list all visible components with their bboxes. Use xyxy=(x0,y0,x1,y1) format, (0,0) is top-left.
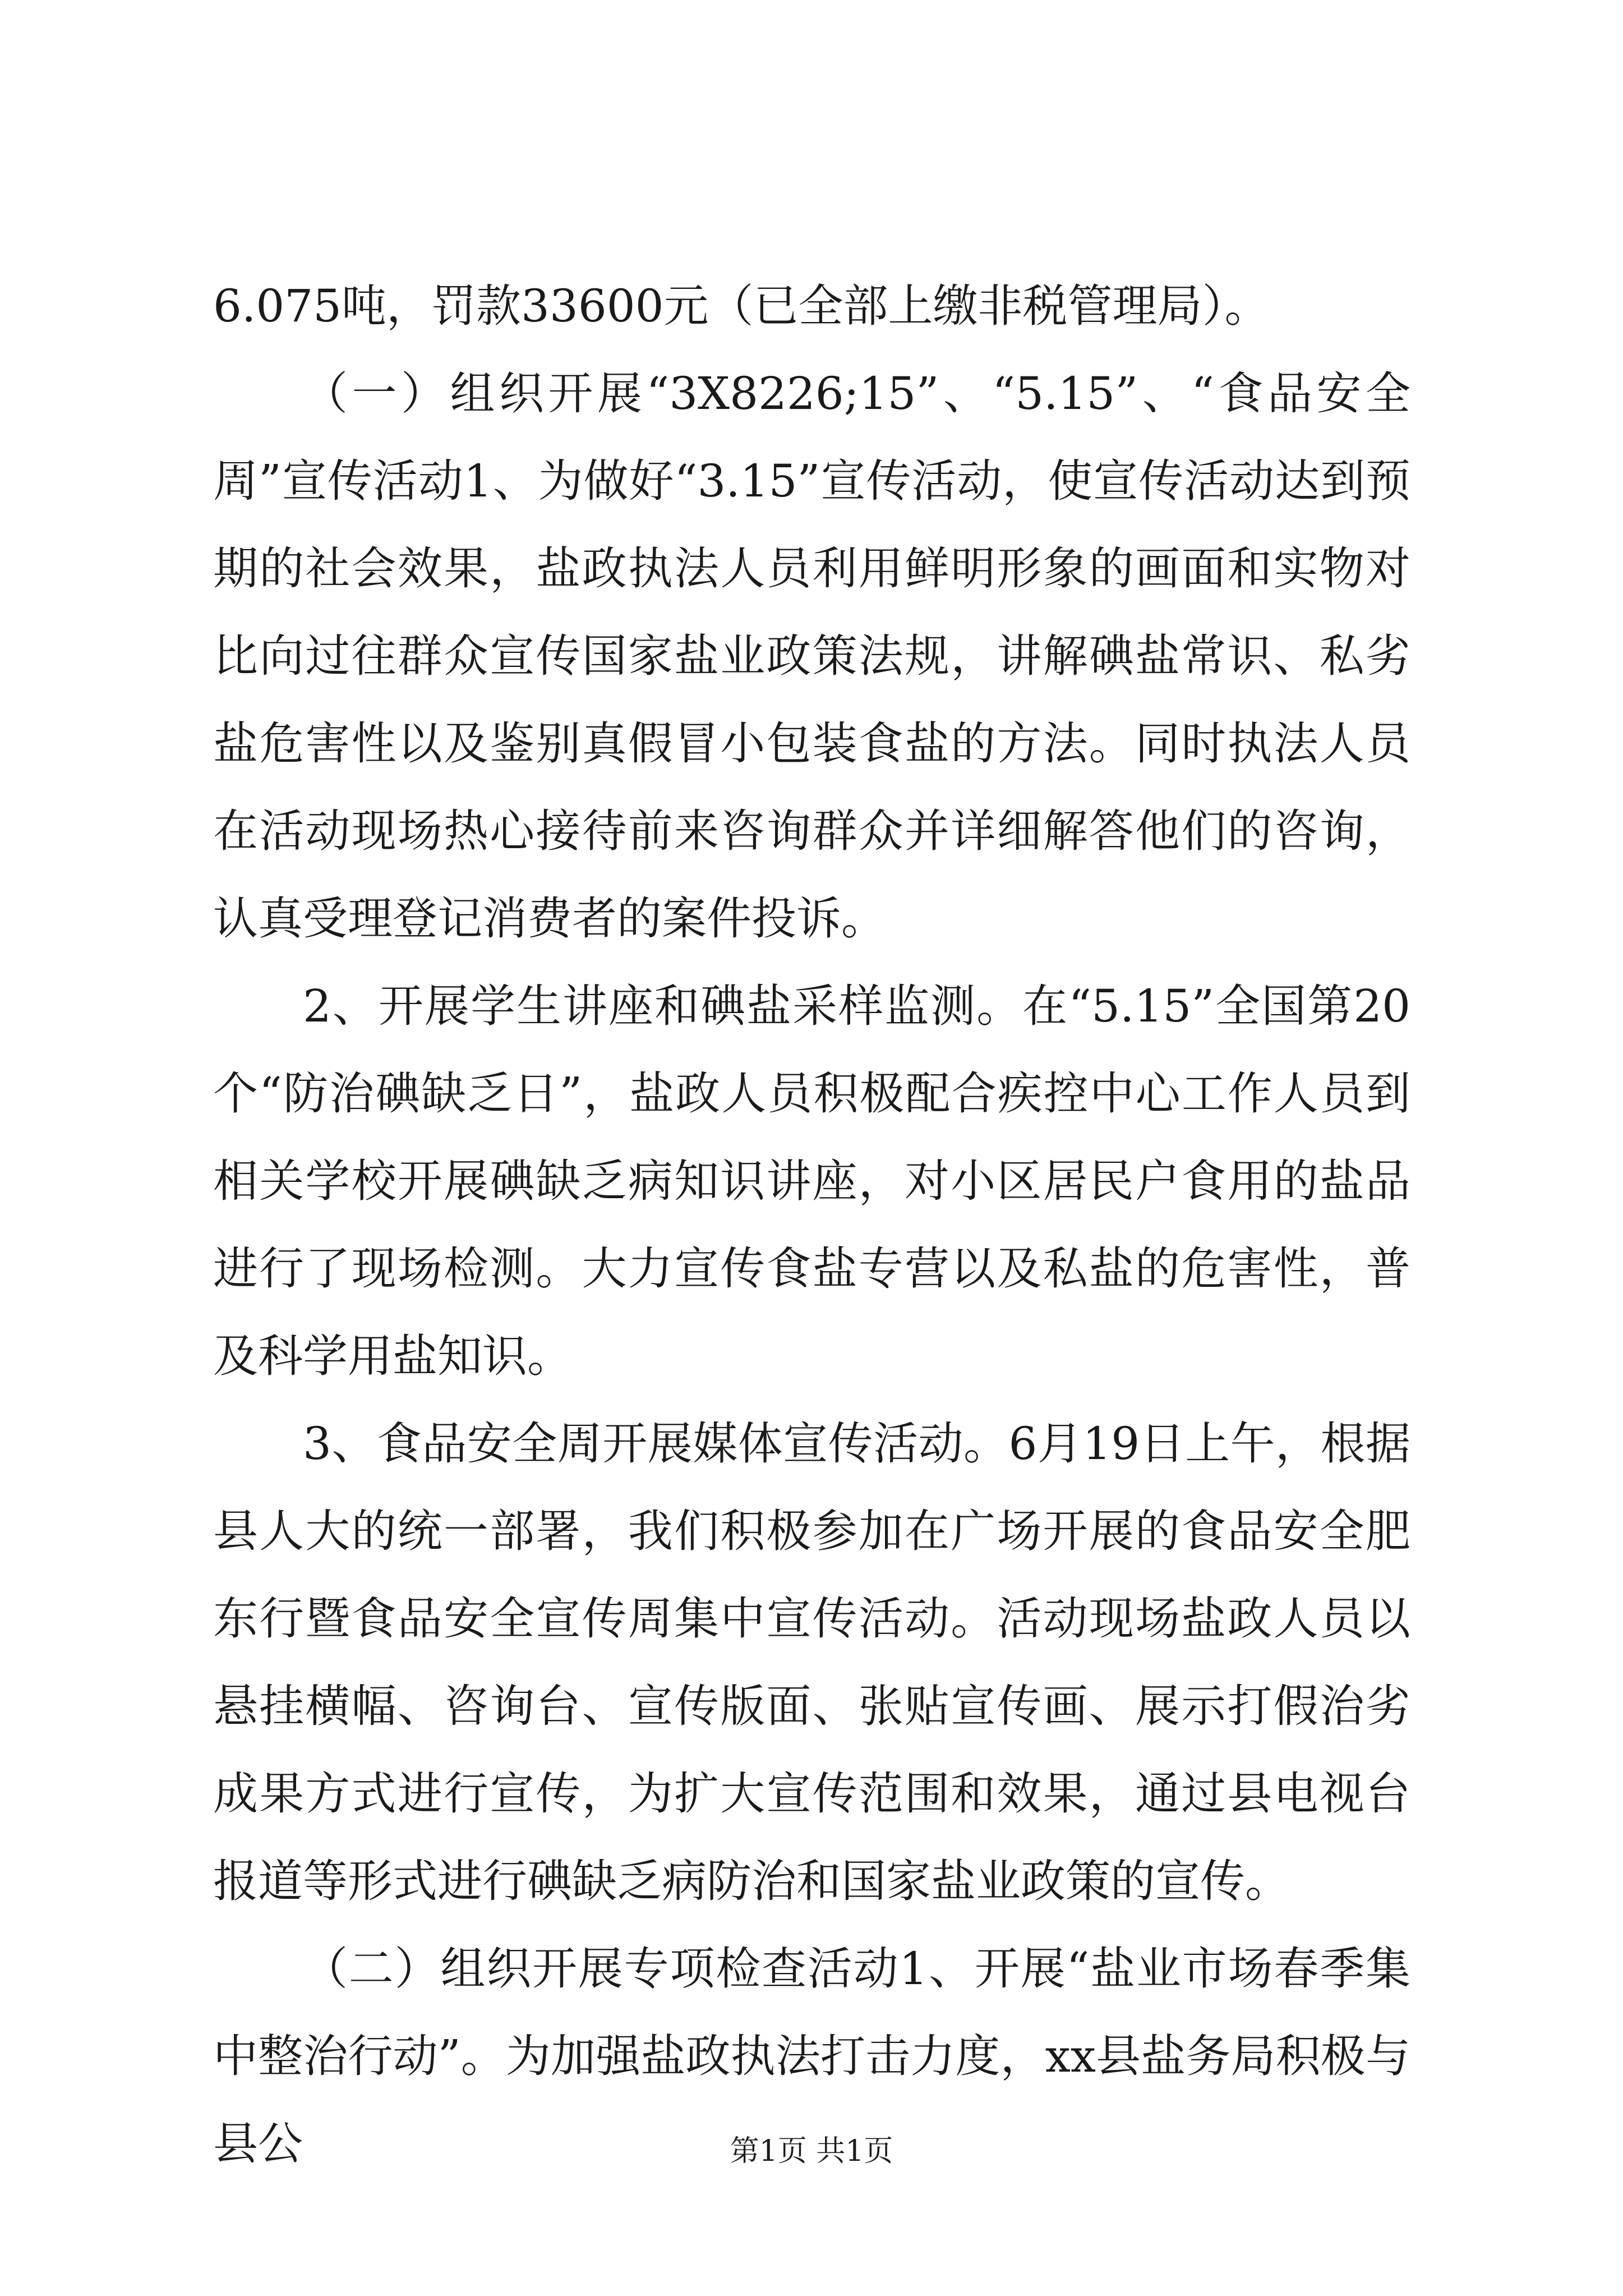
document-body xyxy=(213,263,1410,2188)
paragraph-2: （一）组织开展“3X8226;15”、“5.15”、“食品安全周”宣传活动1、为做好“3.15”宣传活动，使宣传活动达到预期的社会效果，盐政执法人员利用鲜明形象的画面和实物对比向过往群众宣传国家盐业政策法规，讲解碘盐常识、私劣盐危害性以及鉴别真假冒小包装食盐的方法。同时执法人员在活动现场热心接待前来咨询群众并详细解答他们的咨询，认真受理登记消费者的案件投诉。 xyxy=(213,367,1410,945)
paragraph-1: 6.075吨，罚款33600元（已全部上缴非税管理局）。 xyxy=(213,280,1270,332)
page-footer xyxy=(0,2132,1623,2171)
page-number-label: 第1页 共1页 xyxy=(730,2134,893,2168)
paragraph-5: （二）组织开展专项检查活动1、开展“盐业市场春季集中整治行动”。为加强盐政执法打击力度，xx县盐务局积极与县公 xyxy=(213,1943,1410,2170)
paragraph-4: 3、食品安全周开展媒体宣传活动。6月19日上午，根据县人大的统一部署，我们积极参加在广场开展的食品安全肥东行暨食品安全宣传周集中宣传活动。活动现场盐政人员以悬挂横幅、咨询台、宣传版面、张贴宣传画、展示打假治劣成果方式进行宣传，为扩大宣传范围和效果，通过县电视台报道等形式进行碘缺乏病防治和国家盐业政策的宣传。 xyxy=(213,1418,1410,1907)
paragraph-3: 2、开展学生讲座和碘盐采样监测。在“5.15”全国第20个“防治碘缺乏日”，盐政人员积极配合疾控中心工作人员到相关学校开展碘缺乏病知识讲座，对小区居民户食用的盐品进行了现场检测。大力宣传食盐专营以及私盐的危害性，普及科学用盐知识。 xyxy=(213,980,1410,1382)
